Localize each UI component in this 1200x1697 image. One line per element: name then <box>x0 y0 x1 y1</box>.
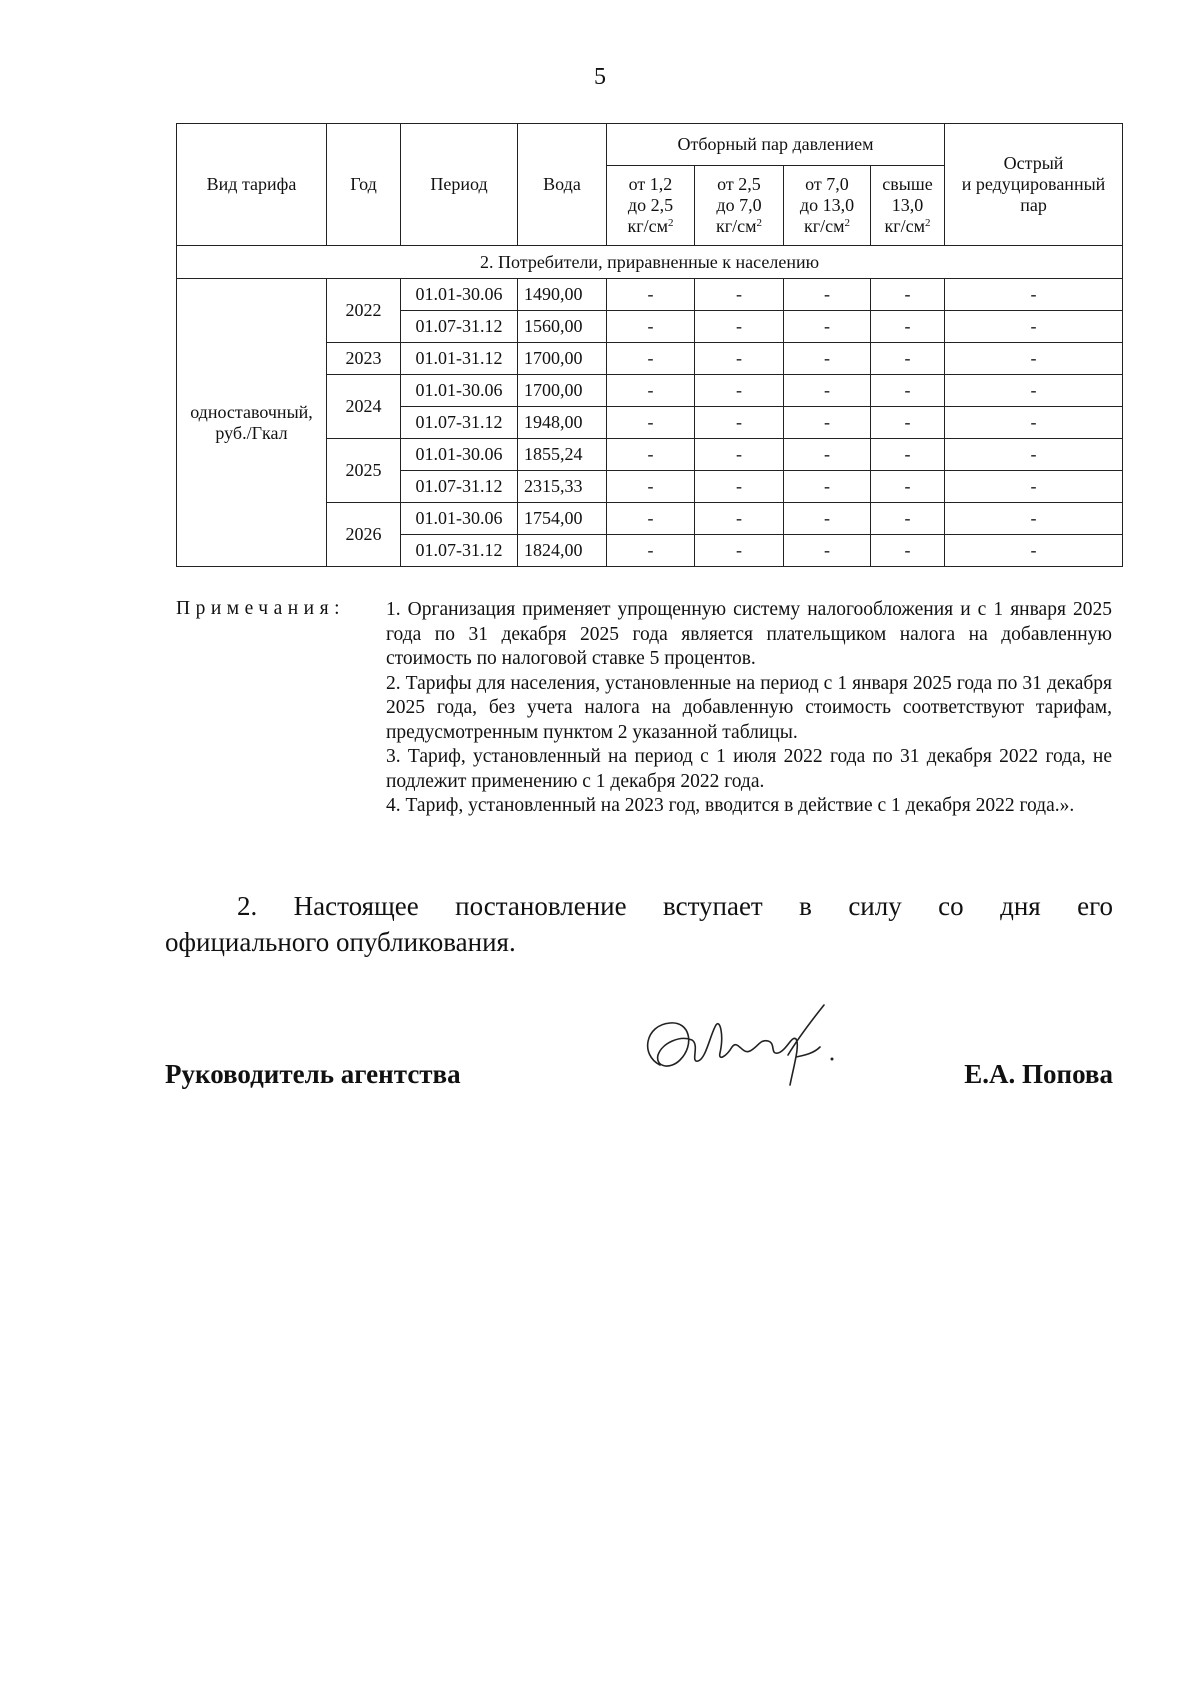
water-cell: 1824,00 <box>518 535 607 567</box>
water-cell: 1700,00 <box>518 343 607 375</box>
steam-cell: - <box>871 407 945 439</box>
header-water: Вода <box>518 124 607 246</box>
steam-cell: - <box>871 439 945 471</box>
header-period: Период <box>401 124 518 246</box>
steam-cell: - <box>871 343 945 375</box>
water-cell: 1560,00 <box>518 311 607 343</box>
resolution-word: силу <box>848 891 902 921</box>
signature-block <box>165 1045 1113 1135</box>
handwritten-signature <box>620 995 860 1105</box>
year-cell: 2023 <box>327 343 401 375</box>
signer-name: Е.А. Попова <box>964 1059 1113 1089</box>
note-item: 2. Тарифы для населения, установленные на период с 1 января 2025 года по 31 декабря 2025 года, без учета налога на добавленную стоимость соответствуют тарифам, предусмотренным пунктом 2 указанной таблицы. <box>386 672 1112 743</box>
header-steam-3: от 7,0 до 13,0 $кг/см^2$ <box>784 166 871 246</box>
note-item: 4. Тариф, установленный на 2023 год, вводится в действие с 1 декабря 2022 года.». <box>386 795 1075 816</box>
sharp-steam-cell: - <box>945 535 1123 567</box>
header-tariff-type: Вид тарифа <box>177 124 327 246</box>
sharp-steam-cell: - <box>945 439 1123 471</box>
steam-cell: - <box>871 471 945 503</box>
header-year: Год <box>327 124 401 246</box>
period-cell: 01.07-31.12 <box>401 471 518 503</box>
steam-cell: - <box>607 407 695 439</box>
steam-cell: - <box>607 471 695 503</box>
water-cell: 1754,00 <box>518 503 607 535</box>
steam-cell: - <box>607 535 695 567</box>
steam-cell: - <box>871 535 945 567</box>
steam-cell: - <box>784 279 871 311</box>
page-number: 5 <box>594 64 606 90</box>
steam-cell: - <box>784 439 871 471</box>
notes-list <box>386 598 1112 819</box>
section-title: 2. Потребители, приравненные к населению <box>177 246 1123 279</box>
steam-cell: - <box>695 311 784 343</box>
header-steam-1: от 1,2 до 2,5 $кг/см^2$ <box>607 166 695 246</box>
header-steam-4: свыше 13,0 $кг/см^2$ <box>871 166 945 246</box>
sharp-steam-cell: - <box>945 471 1123 503</box>
tariff-table <box>176 123 1123 567</box>
year-cell: 2022 <box>327 279 401 343</box>
steam-cell: - <box>607 503 695 535</box>
year-cell: 2025 <box>327 439 401 503</box>
water-cell: 2315,33 <box>518 471 607 503</box>
sharp-steam-cell: - <box>945 343 1123 375</box>
resolution-word: дня <box>1000 891 1041 921</box>
header-steam-group: Отборный пар давлением <box>607 124 945 166</box>
steam-cell: - <box>695 279 784 311</box>
steam-cell: - <box>784 375 871 407</box>
steam-cell: - <box>871 311 945 343</box>
signer-title: Руководитель агентства <box>165 1059 461 1089</box>
resolution-line-2: официального опубликования. <box>165 927 516 957</box>
steam-cell: - <box>695 375 784 407</box>
note-item: 1. Организация применяет упрощенную систему налогообложения и с 1 января 2025 года по 31 декабря 2025 года является плательщиком налога на добавленную стоимость по налоговой ставке 5 процентов. <box>386 599 1112 669</box>
steam-cell: - <box>695 535 784 567</box>
steam-cell: - <box>871 279 945 311</box>
sharp-steam-cell: - <box>945 503 1123 535</box>
period-cell: 01.07-31.12 <box>401 407 518 439</box>
resolution-line-1 <box>165 888 1113 924</box>
steam-cell: - <box>784 311 871 343</box>
notes-label: Примечания: <box>176 598 345 619</box>
sharp-steam-cell: - <box>945 407 1123 439</box>
period-cell: 01.01-30.06 <box>401 503 518 535</box>
resolution-word: его <box>1077 891 1113 921</box>
steam-cell: - <box>871 503 945 535</box>
water-cell: 1948,00 <box>518 407 607 439</box>
steam-cell: - <box>607 311 695 343</box>
steam-cell: - <box>607 279 695 311</box>
steam-cell: - <box>784 535 871 567</box>
sharp-steam-cell: - <box>945 375 1123 407</box>
clause-number: 2. <box>237 891 258 921</box>
resolution-word: вступает <box>663 891 763 921</box>
resolution-word: в <box>799 891 812 921</box>
resolution-clause <box>165 888 1113 960</box>
steam-cell: - <box>784 343 871 375</box>
resolution-word: Настоящее <box>293 891 419 921</box>
steam-cell: - <box>607 343 695 375</box>
note-item: 3. Тариф, установленный на период с 1 июля 2022 года по 31 декабря 2022 года, не подлежит применению с 1 декабря 2022 года. <box>386 746 1112 792</box>
period-cell: 01.01-30.06 <box>401 439 518 471</box>
steam-cell: - <box>695 471 784 503</box>
period-cell: 01.01-30.06 <box>401 279 518 311</box>
steam-cell: - <box>695 503 784 535</box>
header-steam-2: от 2,5 до 7,0 $кг/см^2$ <box>695 166 784 246</box>
steam-cell: - <box>871 375 945 407</box>
tariff-type-cell: одноставочный, руб./Гкал <box>177 279 327 567</box>
steam-cell: - <box>695 439 784 471</box>
water-cell: 1700,00 <box>518 375 607 407</box>
sharp-steam-cell: - <box>945 311 1123 343</box>
period-cell: 01.01-30.06 <box>401 375 518 407</box>
steam-cell: - <box>784 503 871 535</box>
steam-cell: - <box>607 375 695 407</box>
steam-cell: - <box>607 439 695 471</box>
table-row <box>177 279 1123 311</box>
period-cell: 01.07-31.12 <box>401 535 518 567</box>
period-cell: 01.07-31.12 <box>401 311 518 343</box>
water-cell: 1490,00 <box>518 279 607 311</box>
steam-cell: - <box>784 471 871 503</box>
resolution-word: постановление <box>455 891 627 921</box>
sharp-steam-cell: - <box>945 279 1123 311</box>
steam-cell: - <box>784 407 871 439</box>
steam-cell: - <box>695 343 784 375</box>
year-cell: 2024 <box>327 375 401 439</box>
water-cell: 1855,24 <box>518 439 607 471</box>
steam-cell: - <box>695 407 784 439</box>
resolution-word: со <box>938 891 964 921</box>
period-cell: 01.01-31.12 <box>401 343 518 375</box>
header-sharp-steam: Острый и редуцированный пар <box>945 124 1123 246</box>
year-cell: 2026 <box>327 503 401 567</box>
